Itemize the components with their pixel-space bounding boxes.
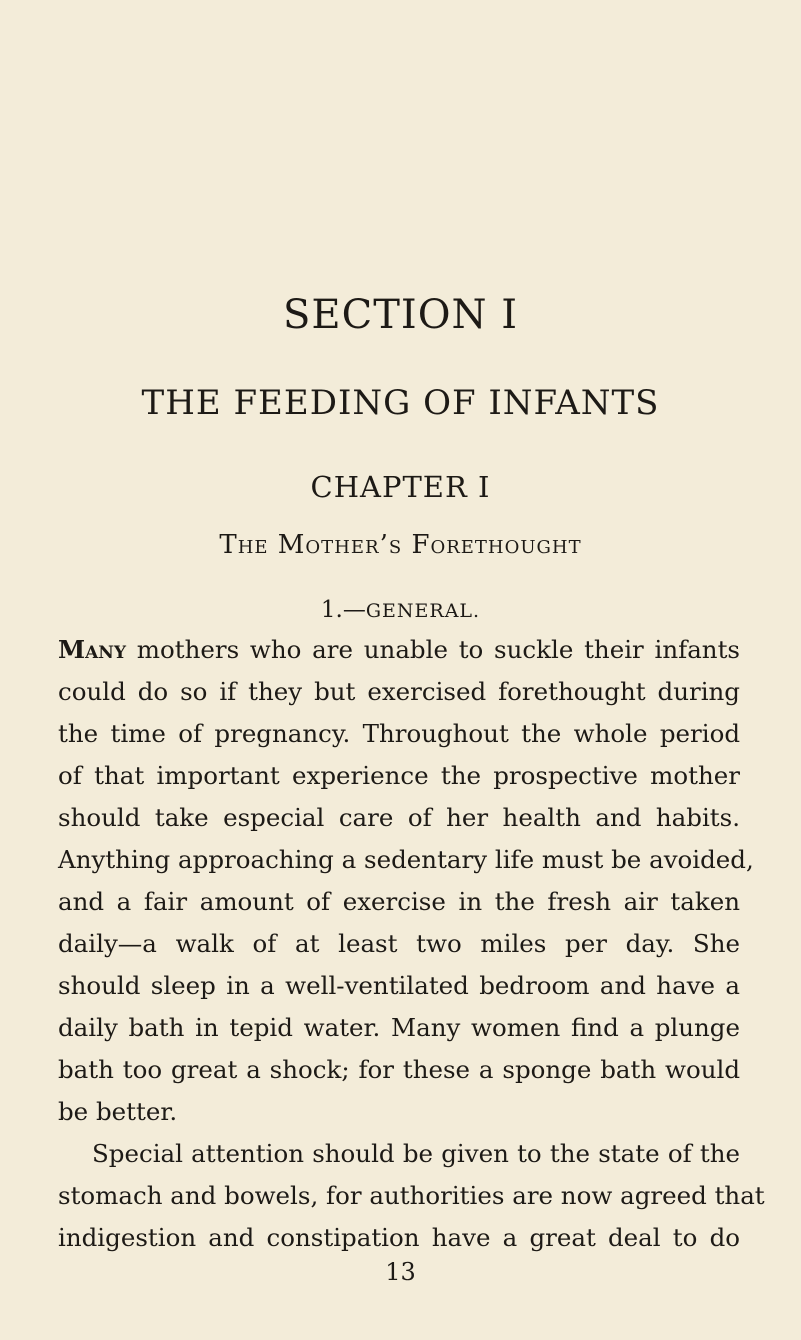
- paragraph-line: bath too great a shock; for these a sponge bath would: [58, 1055, 740, 1084]
- paragraph-line: should sleep in a well-ventilated bedroom and have a: [58, 971, 740, 1000]
- paragraph-line: of that important experience the prospective mother: [58, 761, 740, 790]
- paragraph-line: be better.: [58, 1097, 178, 1126]
- paragraph-line: Special attention should be given to the state of the: [92, 1139, 740, 1168]
- paragraph-line: Many mothers who are unable to suckle their infants: [58, 635, 740, 664]
- subsection-heading: [0, 597, 801, 623]
- paragraph-line: stomach and bowels, for authorities are now agreed that: [58, 1181, 765, 1210]
- chapter-title: CHAPTER I: [310, 470, 491, 504]
- page-number: 13: [385, 1258, 416, 1286]
- chapter-heading: The Mother’s Forethought: [219, 530, 582, 560]
- book-subtitle: THE FEEDING OF INFANTS: [141, 383, 660, 423]
- paragraph-line: should take especial care of her health and habits.: [58, 803, 740, 832]
- paragraph-line: and a fair amount of exercise in the fresh air taken: [58, 887, 740, 916]
- subsection-label: GENERAL.: [365, 600, 481, 622]
- paragraph-line: Anything approaching a sedentary life must be avoided,: [58, 845, 754, 874]
- section-title: SECTION I: [283, 292, 518, 338]
- subsection-number: 1.—: [320, 597, 366, 623]
- paragraph-line: could do so if they but exercised forethought during: [58, 677, 740, 706]
- paragraph-line: daily—a walk of at least two miles per day. She: [58, 929, 740, 958]
- paragraph-line: indigestion and constipation have a great deal to do: [58, 1223, 740, 1252]
- paragraph-line: daily bath in tepid water. Many women find a plunge: [58, 1013, 740, 1042]
- lead-word: Many: [58, 635, 126, 664]
- paragraph-line: the time of pregnancy. Throughout the whole period: [58, 719, 740, 748]
